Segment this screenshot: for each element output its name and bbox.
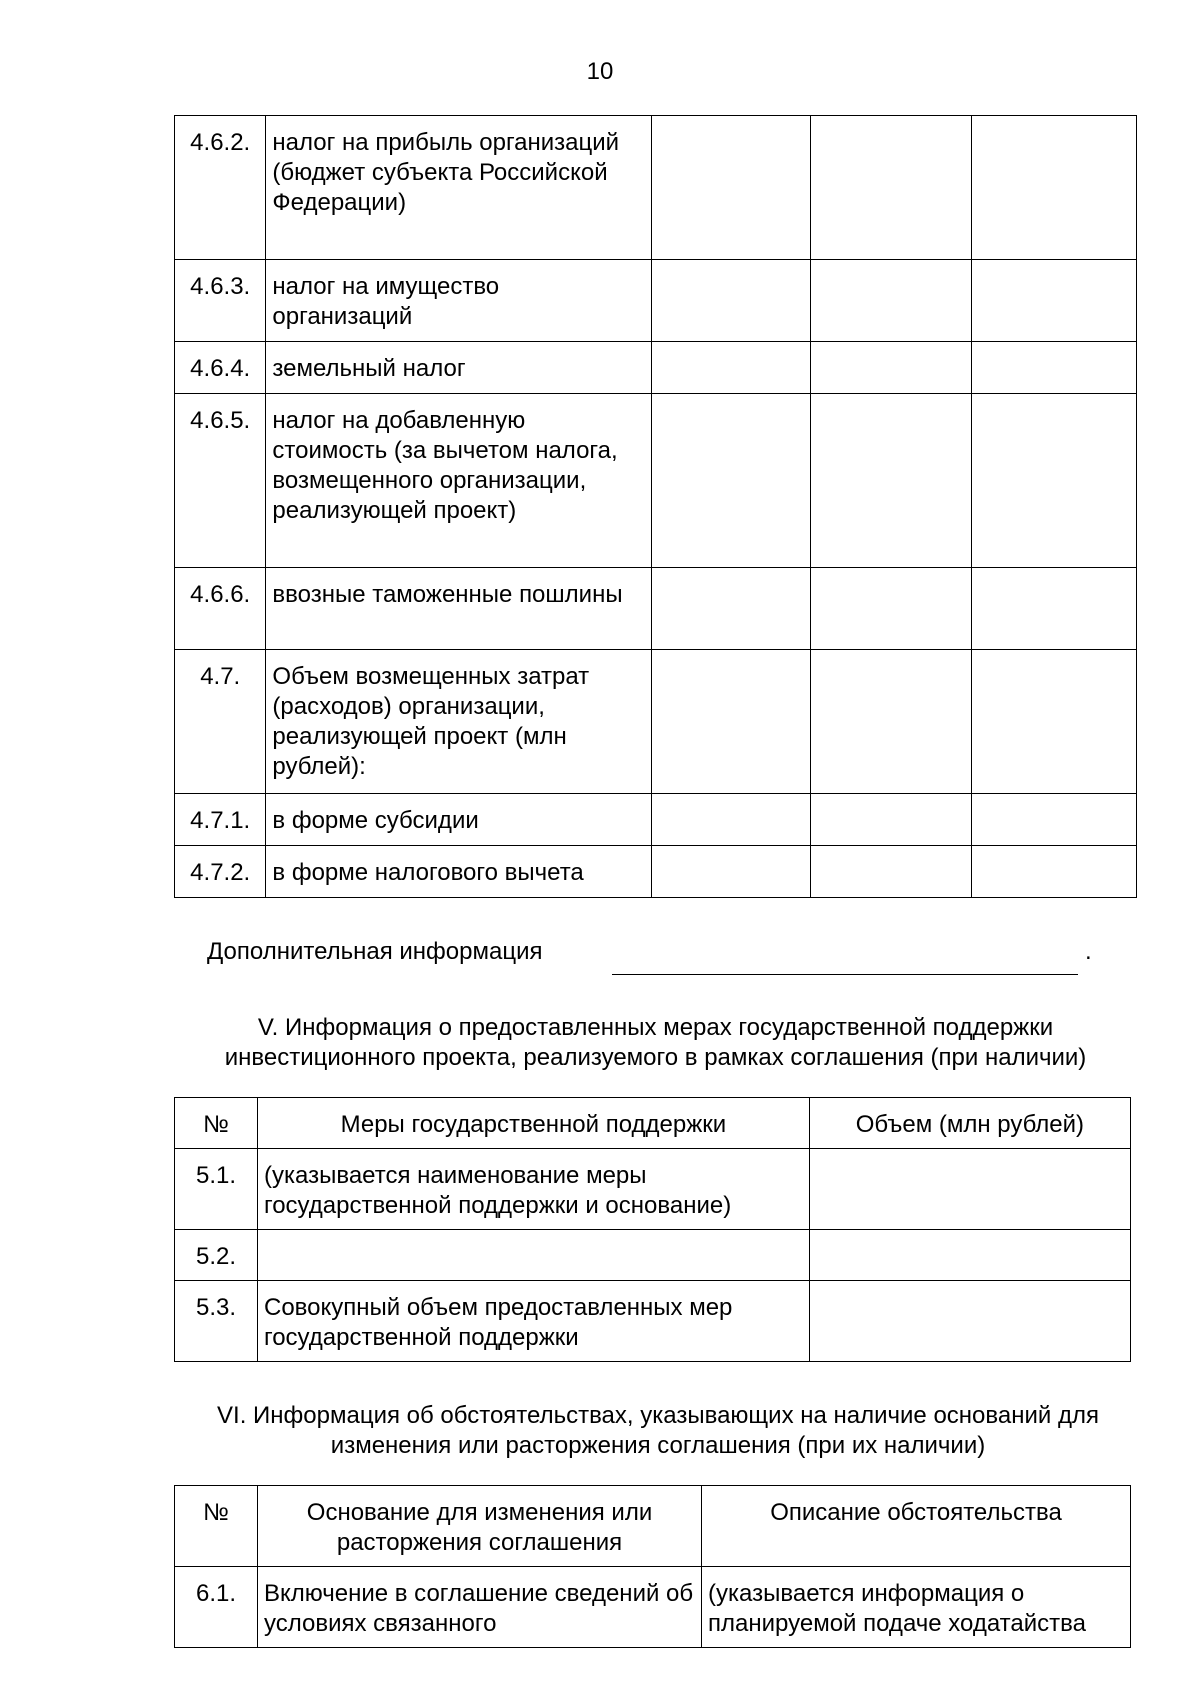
row-value-cell xyxy=(810,794,971,846)
row-value-cell xyxy=(810,116,971,260)
header-description: Описание обстоятельства xyxy=(702,1486,1131,1567)
row-value-cell xyxy=(971,650,1136,794)
header-basis: Основание для изменения или расторжения соглашения xyxy=(257,1486,701,1567)
row-num: 5.2. xyxy=(175,1230,258,1281)
table-section-6 xyxy=(174,1485,1131,1648)
table-row xyxy=(175,394,1137,568)
row-value-cell xyxy=(651,650,810,794)
row-value-cell xyxy=(810,394,971,568)
row-value-cell xyxy=(971,568,1136,650)
row-value-cell xyxy=(651,394,810,568)
table-header-row xyxy=(175,1486,1131,1567)
row-text xyxy=(257,1230,809,1281)
row-text: земельный налог xyxy=(266,342,651,394)
table-row xyxy=(175,1281,1131,1362)
row-value-cell xyxy=(651,846,810,898)
row-basis: Включение в соглашение сведений об условиях связанного xyxy=(257,1567,701,1648)
row-value xyxy=(809,1281,1130,1362)
row-value-cell xyxy=(651,260,810,342)
row-value-cell xyxy=(810,650,971,794)
row-num: 4.7.1. xyxy=(175,794,266,846)
row-text: в форме субсидии xyxy=(266,794,651,846)
row-value-cell xyxy=(971,116,1136,260)
row-text: Объем возмещенных затрат (расходов) организации, реализующей проект (млн рублей): xyxy=(266,650,651,794)
row-value-cell xyxy=(810,846,971,898)
row-value xyxy=(809,1230,1130,1281)
table-row xyxy=(175,1567,1131,1648)
table-row xyxy=(175,116,1137,260)
table-row xyxy=(175,846,1137,898)
row-text: налог на добавленную стоимость (за вычетом налога, возмещенного организации, реализующей проект) xyxy=(266,394,651,568)
header-num: № xyxy=(175,1098,258,1149)
row-value-cell xyxy=(971,394,1136,568)
row-num: 4.6.4. xyxy=(175,342,266,394)
row-num: 6.1. xyxy=(175,1567,258,1648)
row-value-cell xyxy=(651,794,810,846)
table-row xyxy=(175,260,1137,342)
table-row xyxy=(175,650,1137,794)
row-num: 4.6.5. xyxy=(175,394,266,568)
row-num: 4.6.2. xyxy=(175,116,266,260)
row-num: 4.7.2. xyxy=(175,846,266,898)
row-num: 4.6.6. xyxy=(175,568,266,650)
table-header-row xyxy=(175,1098,1131,1149)
row-num: 5.1. xyxy=(175,1149,258,1230)
row-text: ввозные таможенные пошлины xyxy=(266,568,651,650)
additional-info-line xyxy=(612,974,1078,975)
row-text: в форме налогового вычета xyxy=(266,846,651,898)
section-5-title: V. Информация о предоставленных мерах государственной поддержки инвестиционного проекта, реализуемого в рамках соглашения (при наличии) xyxy=(224,1014,1087,1071)
header-num: № xyxy=(175,1486,258,1567)
table-section-5 xyxy=(174,1097,1131,1362)
additional-info-label: Дополнительная информация xyxy=(207,938,543,965)
row-text: Совокупный объем предоставленных мер государственной поддержки xyxy=(257,1281,809,1362)
row-num: 4.7. xyxy=(175,650,266,794)
table-row xyxy=(175,1149,1131,1230)
row-value xyxy=(809,1149,1130,1230)
table-row xyxy=(175,568,1137,650)
table-row xyxy=(175,1230,1131,1281)
header-volume: Объем (млн рублей) xyxy=(809,1098,1130,1149)
row-value-cell xyxy=(651,116,810,260)
table-row xyxy=(175,794,1137,846)
row-text: налог на имущество организаций xyxy=(266,260,651,342)
section-6-title: VI. Информация об обстоятельствах, указывающих на наличие оснований для изменения или расторжения соглашения (при их наличии) xyxy=(217,1402,1099,1459)
row-description: (указывается информация о планируемой подаче ходатайства xyxy=(702,1567,1131,1648)
row-num: 5.3. xyxy=(175,1281,258,1362)
row-value-cell xyxy=(971,846,1136,898)
row-text: налог на прибыль организаций (бюджет субъекта Российской Федерации) xyxy=(266,116,651,260)
row-value-cell xyxy=(651,342,810,394)
row-text: (указывается наименование меры государственной поддержки и основание) xyxy=(257,1149,809,1230)
page-number: 10 xyxy=(586,58,614,85)
header-measure: Меры государственной поддержки xyxy=(257,1098,809,1149)
row-value-cell xyxy=(651,568,810,650)
row-value-cell xyxy=(810,568,971,650)
row-value-cell xyxy=(971,794,1136,846)
table-section-4 xyxy=(174,115,1137,898)
row-value-cell xyxy=(971,342,1136,394)
row-value-cell xyxy=(971,260,1136,342)
additional-info-dot: . xyxy=(1085,938,1092,965)
row-value-cell xyxy=(810,260,971,342)
row-num: 4.6.3. xyxy=(175,260,266,342)
row-value-cell xyxy=(810,342,971,394)
table-row xyxy=(175,342,1137,394)
